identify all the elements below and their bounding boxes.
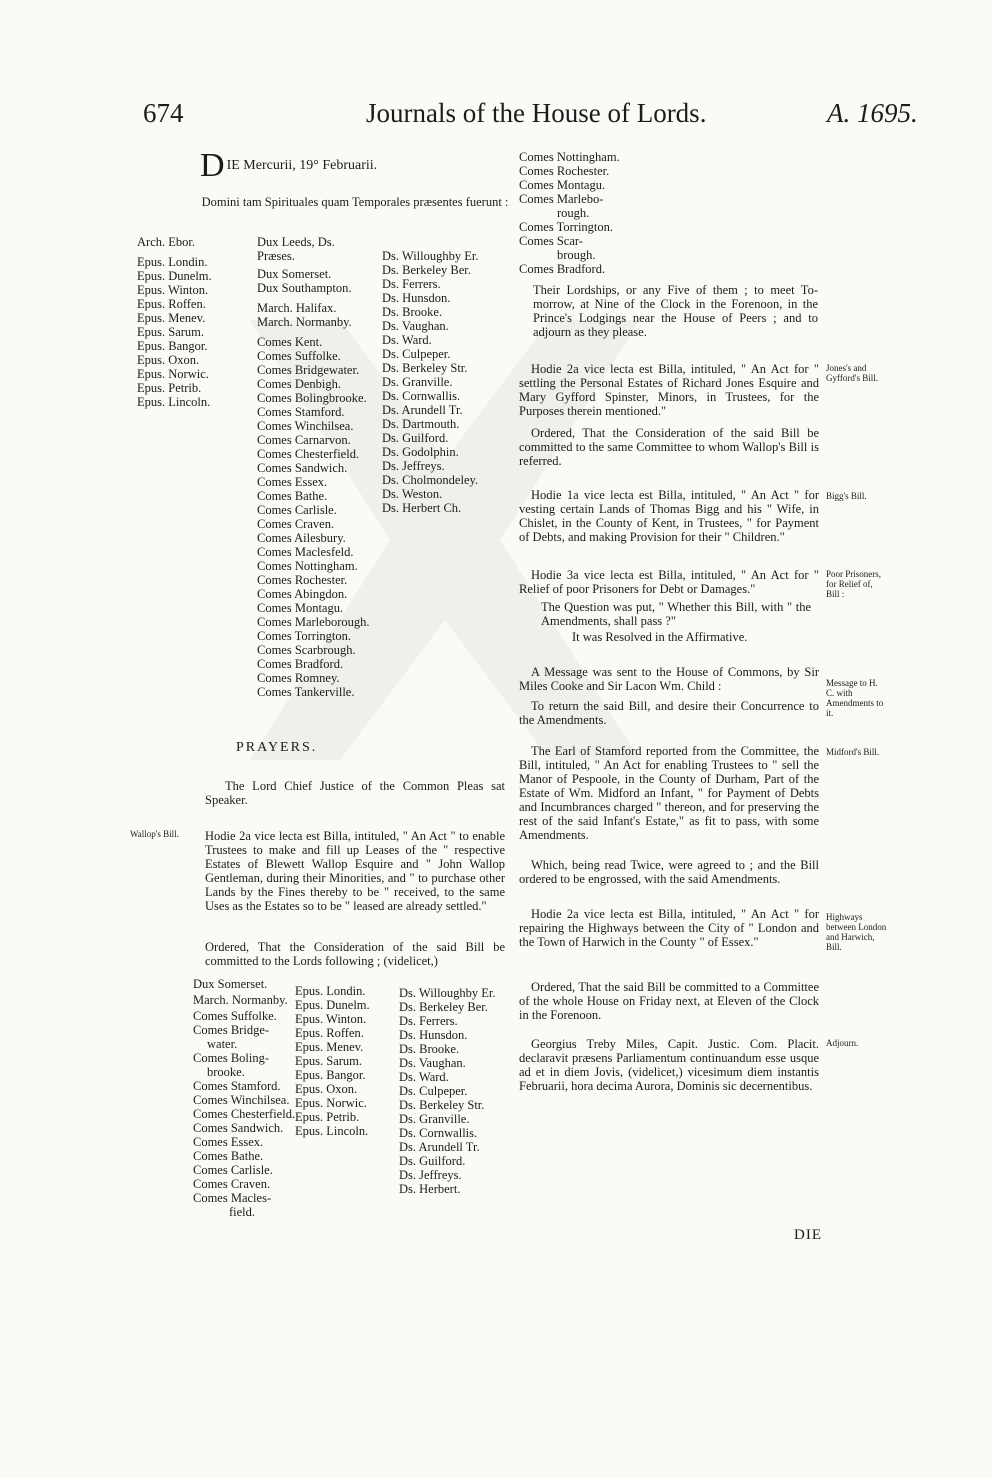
list-item: Epus. Dunelm.: [137, 269, 212, 283]
list-item: March. Normanby.: [257, 315, 352, 329]
list-item: Epus. Bangor.: [295, 1068, 366, 1082]
prisoners-reading: Hodie 3a vice lecta est Billa, intituled, " An Act for " Relief of poor Prisoners for Debt or Damages.": [519, 568, 819, 596]
speaker-line: The Lord Chief Justice of the Common Pleas sat Speaker.: [205, 779, 505, 807]
list-item: Ds. Jeffreys.: [399, 1168, 462, 1182]
list-item: Comes Winchilsea.: [257, 419, 354, 433]
list-item: Epus. Dunelm.: [295, 998, 370, 1012]
their-lordships: Their Lordships, or any Five of them ; to meet To-morrow, at Nine of the Clock in the Forenoon, in the Prince's Lodgings near the House of Peers ; and to adjourn as they please.: [533, 283, 818, 339]
list-item: brooke.: [207, 1065, 245, 1079]
list-item: Ds. Hunsdon.: [399, 1028, 468, 1042]
list-item: Ds. Weston.: [382, 487, 443, 501]
list-item: Ds. Herbert.: [399, 1182, 461, 1196]
list-item: Ds. Vaughan.: [382, 319, 449, 333]
list-item: Ds. Guilford.: [399, 1154, 466, 1168]
list-item: Ds. Brooke.: [399, 1042, 460, 1056]
bishops-list: [137, 235, 212, 409]
list-item: Ds. Cornwallis.: [399, 1126, 478, 1140]
list-item: Comes Bradford.: [257, 657, 344, 671]
resolved-line: It was Resolved in the Affirmative.: [572, 630, 748, 644]
list-item: Dux Somerset.: [257, 267, 332, 281]
list-item: Epus. Petrib.: [137, 381, 202, 395]
page-year: A. 1695.: [827, 98, 918, 128]
list-item: Epus. Lincoln.: [295, 1124, 369, 1138]
jones-ordered: Ordered, That the Consideration of the said Bill be committed to the same Committee to whom Wallop's Bill is referred.: [519, 426, 819, 468]
list-item: Dux Southampton.: [257, 281, 352, 295]
presence-heading: Domini tam Spirituales quam Temporales præsentes fuerunt :: [201, 195, 509, 209]
margin-note-bigg: Bigg's Bill.: [826, 491, 867, 501]
list-item: Ds. Culpeper.: [382, 347, 451, 361]
list-item: Comes Bradford.: [519, 262, 606, 276]
barons-list: [382, 249, 479, 515]
prayers-heading: PRAYERS.: [236, 740, 318, 755]
list-item: Comes Montagu.: [257, 601, 344, 615]
margin-note-highways: Highways between London and Harwich, Bill.: [826, 912, 887, 952]
list-item: Epus. Bangor.: [137, 339, 208, 353]
margin-note-midford: Midford's Bill.: [826, 747, 880, 757]
list-item: field.: [229, 1205, 256, 1219]
list-item: Ds. Cornwallis.: [382, 389, 461, 403]
list-item: Comes Boling-: [193, 1051, 270, 1065]
list-item: Ds. Berkeley Ber.: [399, 1000, 488, 1014]
list-item: Ds. Ferrers.: [382, 277, 441, 291]
margin-note-adjourn: Adjourn.: [826, 1038, 859, 1048]
list-item: Epus. Winton.: [295, 1012, 367, 1026]
list-item: Dux Leeds, Ds. Præses.: [257, 235, 335, 263]
list-item: Ds. Willoughby Er.: [399, 986, 496, 1000]
list-item: Epus. Roffen.: [295, 1026, 364, 1040]
list-item: Comes Essex.: [193, 1135, 264, 1149]
list-item: Epus. Petrib.: [295, 1110, 360, 1124]
stamford-report: The Earl of Stamford reported from the Committee, the Bill, intituled, " An Act for enabling Trustees to " sell the Manor of Pespoole, in the County of Durham, Part of the Estate of Wm. Midford an Infant, " for Payment of Debts and Incumbrances charged " thereon, and for preserving the rest of the said Infant's Estate," as fit to pass, with some Amendments.: [519, 744, 819, 842]
list-item: Ds. Berkeley Str.: [382, 361, 468, 375]
list-item: Arch. Ebor.: [137, 235, 195, 249]
list-item: rough.: [557, 206, 590, 220]
list-item: Comes Bridge-: [193, 1023, 270, 1037]
which-read: Which, being read Twice, were agreed to ; and the Bill ordered to be engrossed, with the said Amendments.: [519, 858, 819, 886]
list-item: Comes Marleborough.: [257, 615, 370, 629]
list-item: Comes Chesterfield.: [257, 447, 360, 461]
list-item: Epus. Winton.: [137, 283, 209, 297]
list-item: Ds. Arundell Tr.: [382, 403, 463, 417]
list-item: Comes Sandwich.: [193, 1121, 284, 1135]
list-item: Ds. Cholmondeley.: [382, 473, 479, 487]
list-item: Ds. Ferrers.: [399, 1014, 458, 1028]
list-item: Comes Montagu.: [519, 178, 606, 192]
list-item: Ds. Vaughan.: [399, 1056, 466, 1070]
list-item: Comes Macles-: [193, 1191, 272, 1205]
list-item: Epus. Londin.: [295, 984, 366, 998]
list-item: Comes Rochester.: [257, 573, 348, 587]
list-item: Comes Craven.: [193, 1177, 271, 1191]
list-item: Comes Torrington.: [519, 220, 614, 234]
list-item: Ds. Hunsdon.: [382, 291, 451, 305]
adjournment: Georgius Treby Miles, Capit. Justic. Com. Placit. declaravit præsens Parliamentum continuandum esse usque ad et in diem Jovis, (videlicet,) vicesimum diem instantis Februarii, hora decima Aurora, Dominis sic decernentibus.: [519, 1037, 819, 1093]
list-item: Comes Romney.: [257, 671, 340, 685]
catchword: DIE: [794, 1227, 822, 1243]
list-item: Epus. Londin.: [137, 255, 208, 269]
list-item: Ds. Jeffreys.: [382, 459, 445, 473]
list-item: Comes Nottingham.: [257, 559, 358, 573]
list-item: Comes Suffolke.: [193, 1009, 277, 1023]
message-sent: A Message was sent to the House of Commons, by Sir Miles Cooke and Sir Lacon Wm. Child :: [519, 665, 819, 693]
committee-col-1: [193, 977, 295, 1219]
list-item: Comes Carlisle.: [257, 503, 337, 517]
list-item: Epus. Norwic.: [137, 367, 209, 381]
list-item: Ds. Dartmouth.: [382, 417, 460, 431]
list-item: Ds. Granville.: [382, 375, 453, 389]
list-item: Comes Bolingbrooke.: [257, 391, 367, 405]
list-item: Ds. Culpeper.: [399, 1084, 468, 1098]
highways-reading: Hodie 2a vice lecta est Billa, intituled, " An Act " for repairing the Highways between the City of " London and the Town of Harwich in the County " of Essex.": [519, 907, 819, 949]
list-item: Ds. Brooke.: [382, 305, 443, 319]
list-item: Epus. Menev.: [137, 311, 206, 325]
list-item: Ds. Godolphin.: [382, 445, 459, 459]
list-item: Comes Craven.: [257, 517, 335, 531]
list-item: Comes Scar-: [519, 234, 583, 248]
list-item: Dux Somerset.: [193, 977, 268, 991]
list-item: Comes Torrington.: [257, 629, 352, 643]
list-item: Comes Sandwich.: [257, 461, 348, 475]
margin-note-message: Message to H. C. with Amendments to it.: [826, 678, 884, 718]
nobles-list: [257, 235, 369, 699]
date-text: IE Mercurii, 19° Februarii.: [226, 158, 378, 173]
list-item: Comes Carlisle.: [193, 1163, 273, 1177]
list-item: Comes Nottingham.: [519, 150, 620, 164]
list-item: Epus. Sarum.: [295, 1054, 363, 1068]
list-item: Comes Kent.: [257, 335, 323, 349]
list-item: Ds. Berkeley Ber.: [382, 263, 471, 277]
margin-note-prisoners: Poor Prisoners, for Relief of, Bill :: [826, 569, 882, 599]
wallop-reading: Hodie 2a vice lecta est Billa, intituled, " An Act " to enable Trustees to make and fill up Leases of the " respective Estates of Blewett Wallop Esquire and " John Wallop Gentleman, during their Minorities, and " to purchase other Lands by the Fines thereby to be " received, to the same Uses as the Estates so to be " leased are already settled.": [205, 829, 505, 913]
list-item: Comes Stamford.: [257, 405, 345, 419]
bigg-reading: Hodie 1a vice lecta est Billa, intituled, " An Act " for vesting certain Lands of Thomas Bigg and his " Wife, in Chislet, in the County of Kent, in Trustees, " for Payment of Debts, and making Provision for their " Children.": [519, 488, 819, 544]
list-item: Epus. Lincoln.: [137, 395, 211, 409]
list-item: water.: [207, 1037, 238, 1051]
list-item: Comes Tankerville.: [257, 685, 355, 699]
list-item: Ds. Herbert Ch.: [382, 501, 462, 515]
list-item: Comes Denbigh.: [257, 377, 342, 391]
list-item: Comes Chesterfield.: [193, 1107, 296, 1121]
list-item: Epus. Oxon.: [295, 1082, 358, 1096]
list-item: Epus. Oxon.: [137, 353, 200, 367]
committee-col-2: [295, 984, 370, 1138]
list-item: Ds. Ward.: [382, 333, 432, 347]
list-item: Comes Bridgewater.: [257, 363, 360, 377]
list-item: Comes Maclesfeld.: [257, 545, 354, 559]
list-item: Comes Carnarvon.: [257, 433, 351, 447]
list-item: Ds. Ward.: [399, 1070, 449, 1084]
list-item: Comes Bathe.: [257, 489, 328, 503]
jones-reading: Hodie 2a vice lecta est Billa, intituled, " An Act for " settling the Personal Estates of Richard Jones Esquire and Mary Gyfford Spinster, Minors, in Trustees, for the Purposes therein mentioned.": [519, 362, 819, 418]
list-item: Epus. Menev.: [295, 1040, 364, 1054]
list-item: Ds. Arundell Tr.: [399, 1140, 480, 1154]
message-return: To return the said Bill, and desire their Concurrence to the Amendments.: [519, 699, 819, 727]
list-item: Ds. Berkeley Str.: [399, 1098, 485, 1112]
list-item: Comes Bathe.: [193, 1149, 264, 1163]
list-item: Comes Ailesbury.: [257, 531, 346, 545]
list-item: Epus. Roffen.: [137, 297, 206, 311]
list-item: Comes Scarbrough.: [257, 643, 356, 657]
list-item: Epus. Sarum.: [137, 325, 205, 339]
ordered-committee: Ordered, That the Consideration of the said Bill be committed to the Lords following ; (videlicet,): [205, 940, 505, 968]
list-item: Comes Abingdon.: [257, 587, 348, 601]
list-item: Comes Stamford.: [193, 1079, 281, 1093]
right-top-list: [519, 150, 620, 276]
list-item: Ds. Willoughby Er.: [382, 249, 479, 263]
list-item: Comes Winchilsea.: [193, 1093, 290, 1107]
committee-col-3: [399, 986, 496, 1196]
list-item: March. Halifax.: [257, 301, 337, 315]
date-dropcap: D: [200, 147, 225, 184]
margin-note-jones: Jones's and Gyfford's Bill.: [826, 363, 878, 383]
page-number: 674: [143, 98, 184, 128]
list-item: Comes Marlebo-: [519, 192, 604, 206]
list-item: Comes Suffolke.: [257, 349, 341, 363]
question-put: The Question was put, " Whether this Bill, with " the Amendments, shall pass ?": [541, 600, 811, 628]
list-item: Ds. Guilford.: [382, 431, 449, 445]
list-item: brough.: [557, 248, 596, 262]
highways-ordered: Ordered, That the said Bill be committed to a Committee of the whole House on Friday next, at Eleven of the Clock in the Forenoon.: [519, 980, 819, 1022]
list-item: Ds. Granville.: [399, 1112, 470, 1126]
page-title: Journals of the House of Lords.: [366, 98, 707, 128]
margin-note-wallop: Wallop's Bill.: [130, 829, 179, 839]
list-item: Comes Rochester.: [519, 164, 610, 178]
date-line: [200, 147, 510, 184]
list-item: March. Normanby.: [193, 993, 288, 1007]
list-item: Comes Essex.: [257, 475, 328, 489]
list-item: Epus. Norwic.: [295, 1096, 367, 1110]
